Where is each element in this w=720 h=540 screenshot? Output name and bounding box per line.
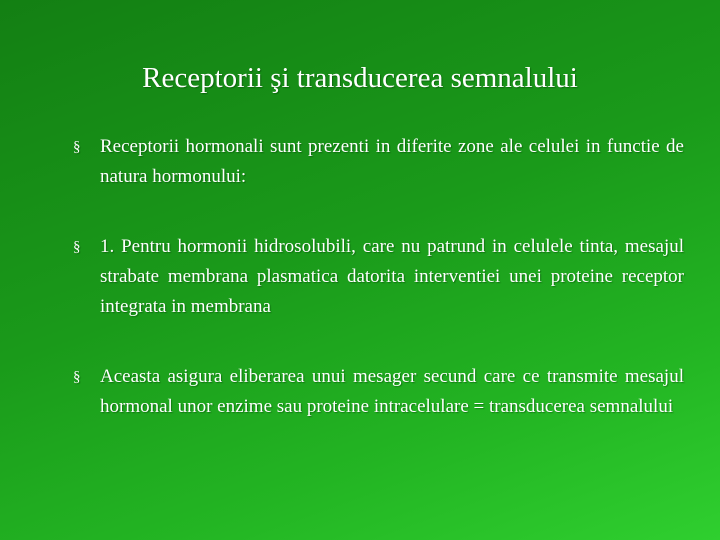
bullet-marker-icon: § <box>73 239 81 255</box>
bullet-text: Receptorii hormonali sunt prezenti in diferite zone ale celulei in functie de natura hormonului: <box>100 136 684 187</box>
slide-title: Receptorii şi transducerea semnalului <box>142 62 578 94</box>
bullet-item <box>70 132 684 192</box>
bullet-item <box>70 362 684 422</box>
bullet-text: 1. Pentru hormonii hidrosolubili, care nu patrund in celulele tinta, mesajul strabate membrana plasmatica datorita interventiei unei proteine receptor integrata in membrana <box>100 236 684 317</box>
bullet-marker-icon: § <box>73 369 81 385</box>
bullet-marker-icon: § <box>73 139 81 155</box>
bullet-text: Aceasta asigura eliberarea unui mesager secund care ce transmite mesajul hormonal unor enzime sau proteine intracelulare = transducerea semnalului <box>100 366 684 417</box>
bullet-item <box>70 232 684 322</box>
bullet-list <box>70 132 684 422</box>
